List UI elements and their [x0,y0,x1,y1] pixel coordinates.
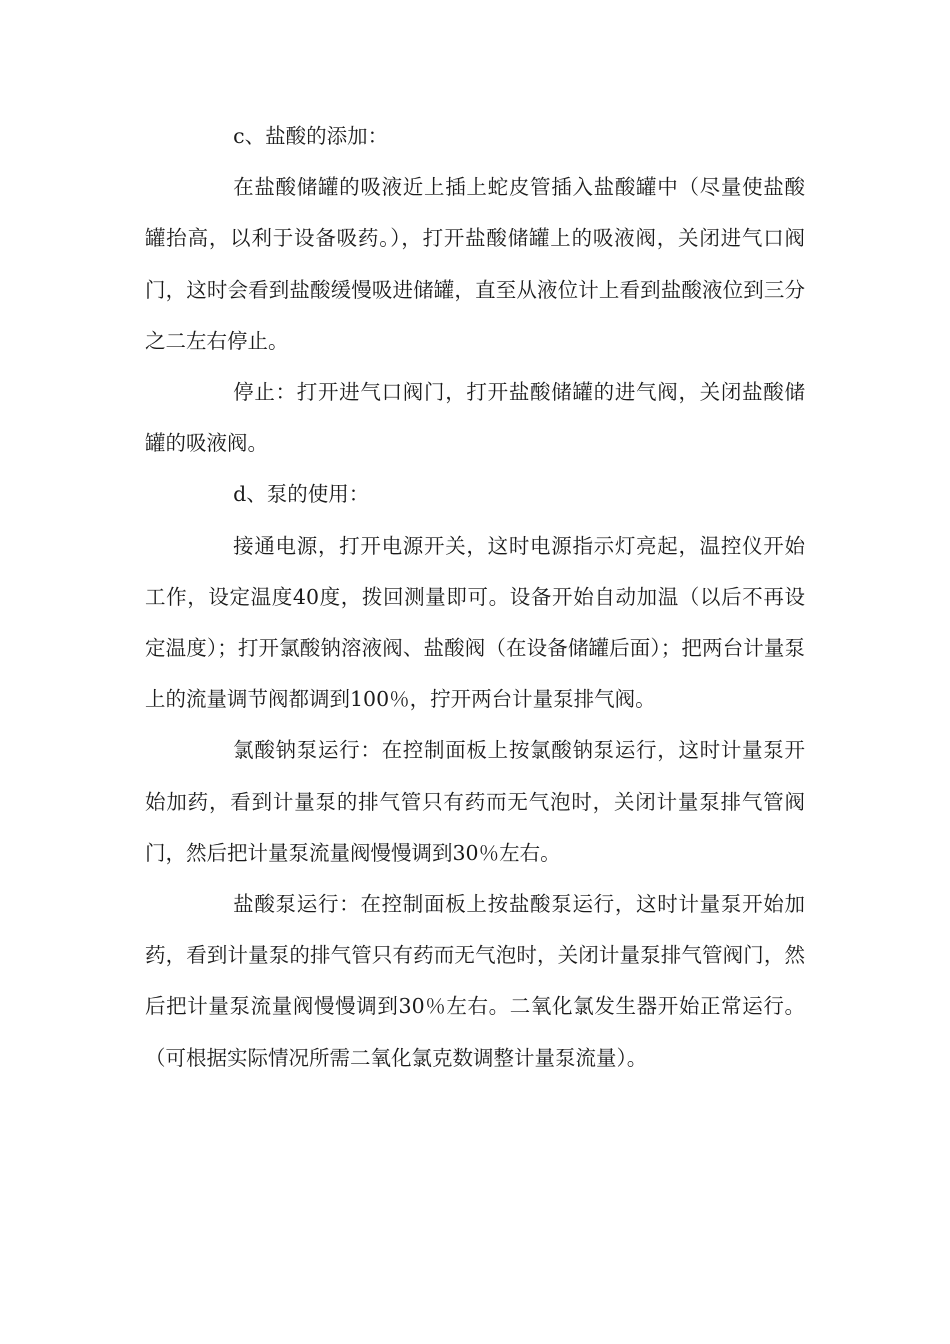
section-heading-c: c、盐酸的添加： [233,124,389,148]
paragraph-power-on: 接通电源，打开电源开关，这时电源指示灯亮起，温控仪开始工作，设定温度40度，拨回测量即可。设备开始自动加温（以后不再设定温度）；打开氯酸钠溶液阀、盐酸阀（在设备储罐后面）；把两台计量泵上的流量调节阀都调到100％，拧开两台计量泵排气阀。 [145,533,805,712]
paragraph-hcl-filling: 在盐酸储罐的吸液近上插上蛇皮管插入盐酸罐中（尽量使盐酸罐抬高，以利于设备吸药。），打开盐酸储罐上的吸液阀，关闭进气口阀门，这时会看到盐酸缓慢吸进储罐，直至从液位计上看到盐酸液位到三分之二左右停止。 [145,175,805,353]
paragraph-chlorate-pump: 氯酸钠泵运行：在控制面板上按氯酸钠泵运行，这时计量泵开始加药，看到计量泵的排气管只有药而无气泡时，关闭计量泵排气管阀门，然后把计量泵流量阀慢慢调到30％左右。 [145,738,805,865]
paragraph-hcl-pump: 盐酸泵运行：在控制面板上按盐酸泵运行，这时计量泵开始加药，看到计量泵的排气管只有药而无气泡时，关闭计量泵排气管阀门，然后把计量泵流量阀慢慢调到30％左右。二氧化氯发生器开始正常运行。（可根据实际情况所需二氧化氯克数调整计量泵流量）。 [145,892,805,1070]
document-body [145,111,805,1084]
paragraph-hcl-stop: 停止：打开进气口阀门，打开盐酸储罐的进气阀，关闭盐酸储罐的吸液阀。 [145,380,805,456]
section-heading-d: d、泵的使用： [233,482,370,507]
